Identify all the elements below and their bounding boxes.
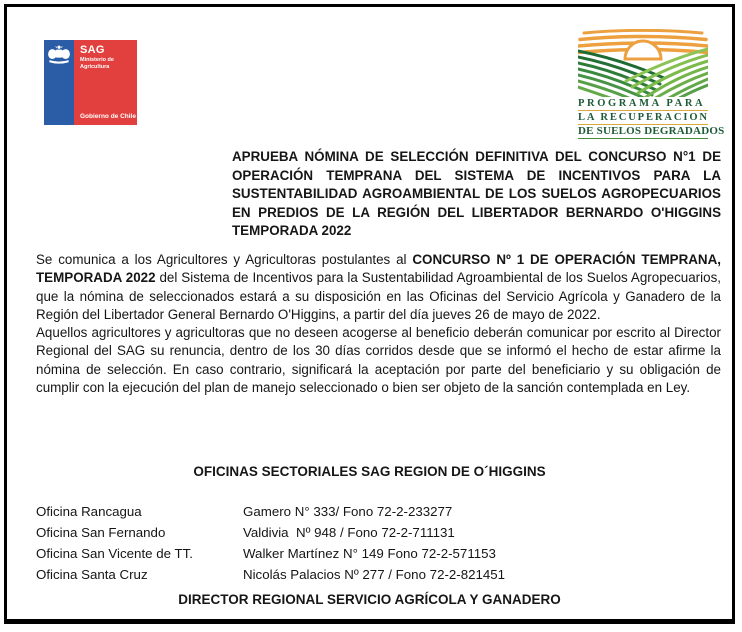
program-line-1: PROGRAMA PARA	[578, 98, 708, 111]
sag-ministry-label: Ministerio de Agricultura	[80, 57, 114, 70]
program-line-2: LA RECUPERACION	[578, 112, 709, 123]
offices-table	[36, 504, 636, 588]
document-body	[36, 251, 721, 397]
table-row	[36, 504, 636, 525]
offices-section-heading: OFICINAS SECTORIALES SAG REGION DE O´HIGGINS	[193, 464, 546, 479]
table-row	[36, 525, 636, 546]
table-row	[36, 567, 636, 588]
paragraph-1	[36, 251, 721, 324]
coat-of-arms-icon	[47, 44, 71, 66]
sag-acronym: SAG	[80, 44, 105, 56]
office-name: Oficina San Fernando	[36, 525, 166, 540]
office-address: Gamero N° 333/ Fono 72-2-233277	[243, 504, 453, 519]
document-title: APRUEBA NÓMINA DE SELECCIÓN DEFINITIVA DEL CONCURSO N°1 DE OPERACIÓN TEMPRANA DEL SISTEMA DE INCENTIVOS PARA LA SUSTENTABILIDAD AGROAMBIENTAL DE LOS SUELOS AGROPECUARIOS EN PREDIOS DE LA REGIÓN DEL LIBERTADOR BERNARDO O'HIGGINS TEMPORADA 2022	[232, 149, 721, 238]
sag-logo	[44, 40, 137, 125]
office-name: Oficina Rancagua	[36, 504, 142, 519]
sag-government-label: Gobierno de Chile	[80, 113, 136, 120]
paragraph-1-rest: del Sistema de Incentivos para la Sustentabilidad Agroambiental de los Suelos Agropecuarios, que la nómina de seleccionados estará a su disposición en las Oficinas del Servicio Agrícola y Ganadero de la Región del Libertador General Bernardo O'Higgins, a partir del día jueves 26 de mayo de 2022.	[36, 270, 721, 322]
chile-flag-blue-panel	[44, 40, 74, 125]
office-address: Valdivia Nº 948 / Fono 72-2-711131	[243, 525, 455, 540]
program-logo-text	[578, 98, 725, 139]
office-address: Nicolás Palacios Nº 277 / Fono 72-2-821451	[243, 567, 506, 582]
office-name: Oficina Santa Cruz	[36, 567, 148, 582]
office-name: Oficina San Vicente de TT.	[36, 546, 193, 561]
document-page	[4, 4, 735, 624]
program-line-3: DE SUELOS DEGRADADOS	[578, 125, 725, 137]
paragraph-2: Aquellos agricultores y agricultoras que no deseen acogerse al beneficio deberán comunicar por escrito al Director Regional del SAG su renuncia, dentro de los 30 días corridos desde que se informó el hecho de estar afirme la nómina de selección. En caso contrario, significará la aceptación por parte del beneficiario y su obligación de cumplir con la ejecución del plan de manejo seleccionado o bien ser objeto de la sanción contemplada en Ley.	[36, 325, 721, 396]
paragraph-1-bold: CONCURSO Nº 1 DE OPERACIÓN TEMPRANA, TEMPORADA 2022	[36, 252, 721, 286]
sag-red-panel	[74, 40, 137, 125]
soil-recovery-program-logo	[578, 29, 725, 141]
paragraph-1-text: Se comunica a los Agricultores y Agricultoras postulantes al	[36, 252, 413, 267]
office-address: Walker Martínez N° 149 Fono 72-2-571153	[243, 546, 496, 561]
table-row	[36, 546, 636, 567]
sun-hills-icon	[578, 29, 708, 97]
director-heading: DIRECTOR REGIONAL SERVICIO AGRÍCOLA Y GANADERO	[178, 592, 561, 607]
